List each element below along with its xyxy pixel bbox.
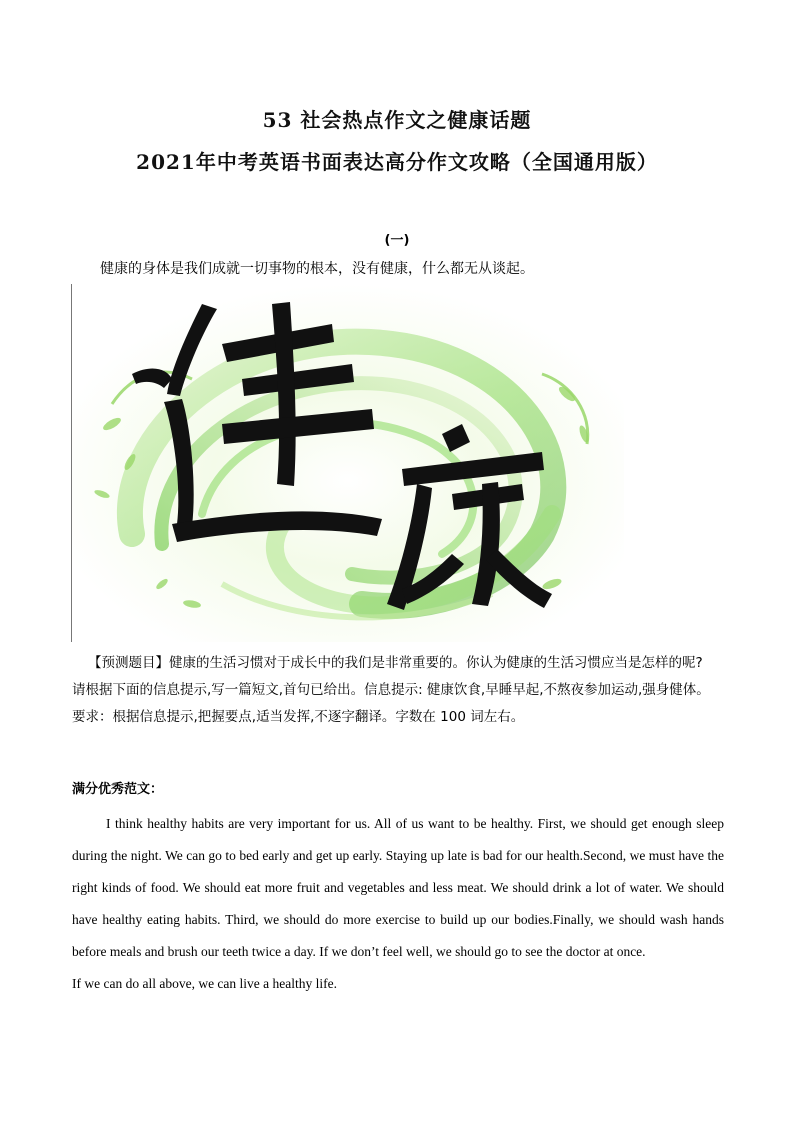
essay-closing: If we can do all above, we can live a healthy life. <box>72 976 338 991</box>
task-line-1: 【预测题目】健康的生活习惯对于成长中的我们是非常重要的。你认为健康的生活习惯应当是怎样的呢? <box>88 655 703 671</box>
health-calligraphy-image <box>71 284 624 642</box>
page-subtitle: 2021年中考英语书面表达高分作文攻略（全国通用版） <box>136 150 658 174</box>
intro-text: 健康的身体是我们成就一切事物的根本，没有健康，什么都无从谈起。 <box>100 261 534 277</box>
task-line-3: 要求：根据信息提示,把握要点,适当发挥,不逐字翻译。字数在 100 词左右。 <box>72 709 525 725</box>
calligraphy-illustration <box>72 284 624 642</box>
essay-paragraph: I think healthy habits are very important for us. All of us want to be healthy. First, we should get enough sleep during the night. We can go to bed early and get up early. Staying up late is bad for our health.Second, we must have the right kinds of food. We should eat more fruit and vegetables and less meat. We should drink a lot of water. We should have healthy eating habits. Third, we should do more exercise to build up our bodies.Finally, we should wash hands before meals and brush our teeth twice a day. If we don’t feel well, we should go to see the doctor at once. <box>72 816 724 959</box>
task-prompt <box>72 650 732 731</box>
section-number: (一) <box>384 233 410 248</box>
sample-essay <box>72 808 724 1000</box>
task-line-2: 请根据下面的信息提示,写一篇短文,首句已给出。信息提示: 健康饮食,早睡早起,不熬夜参加运动,强身健体。 <box>72 682 710 698</box>
sample-heading: 满分优秀范文： <box>72 782 164 797</box>
page-title: 53 社会热点作文之健康话题 <box>262 108 532 132</box>
